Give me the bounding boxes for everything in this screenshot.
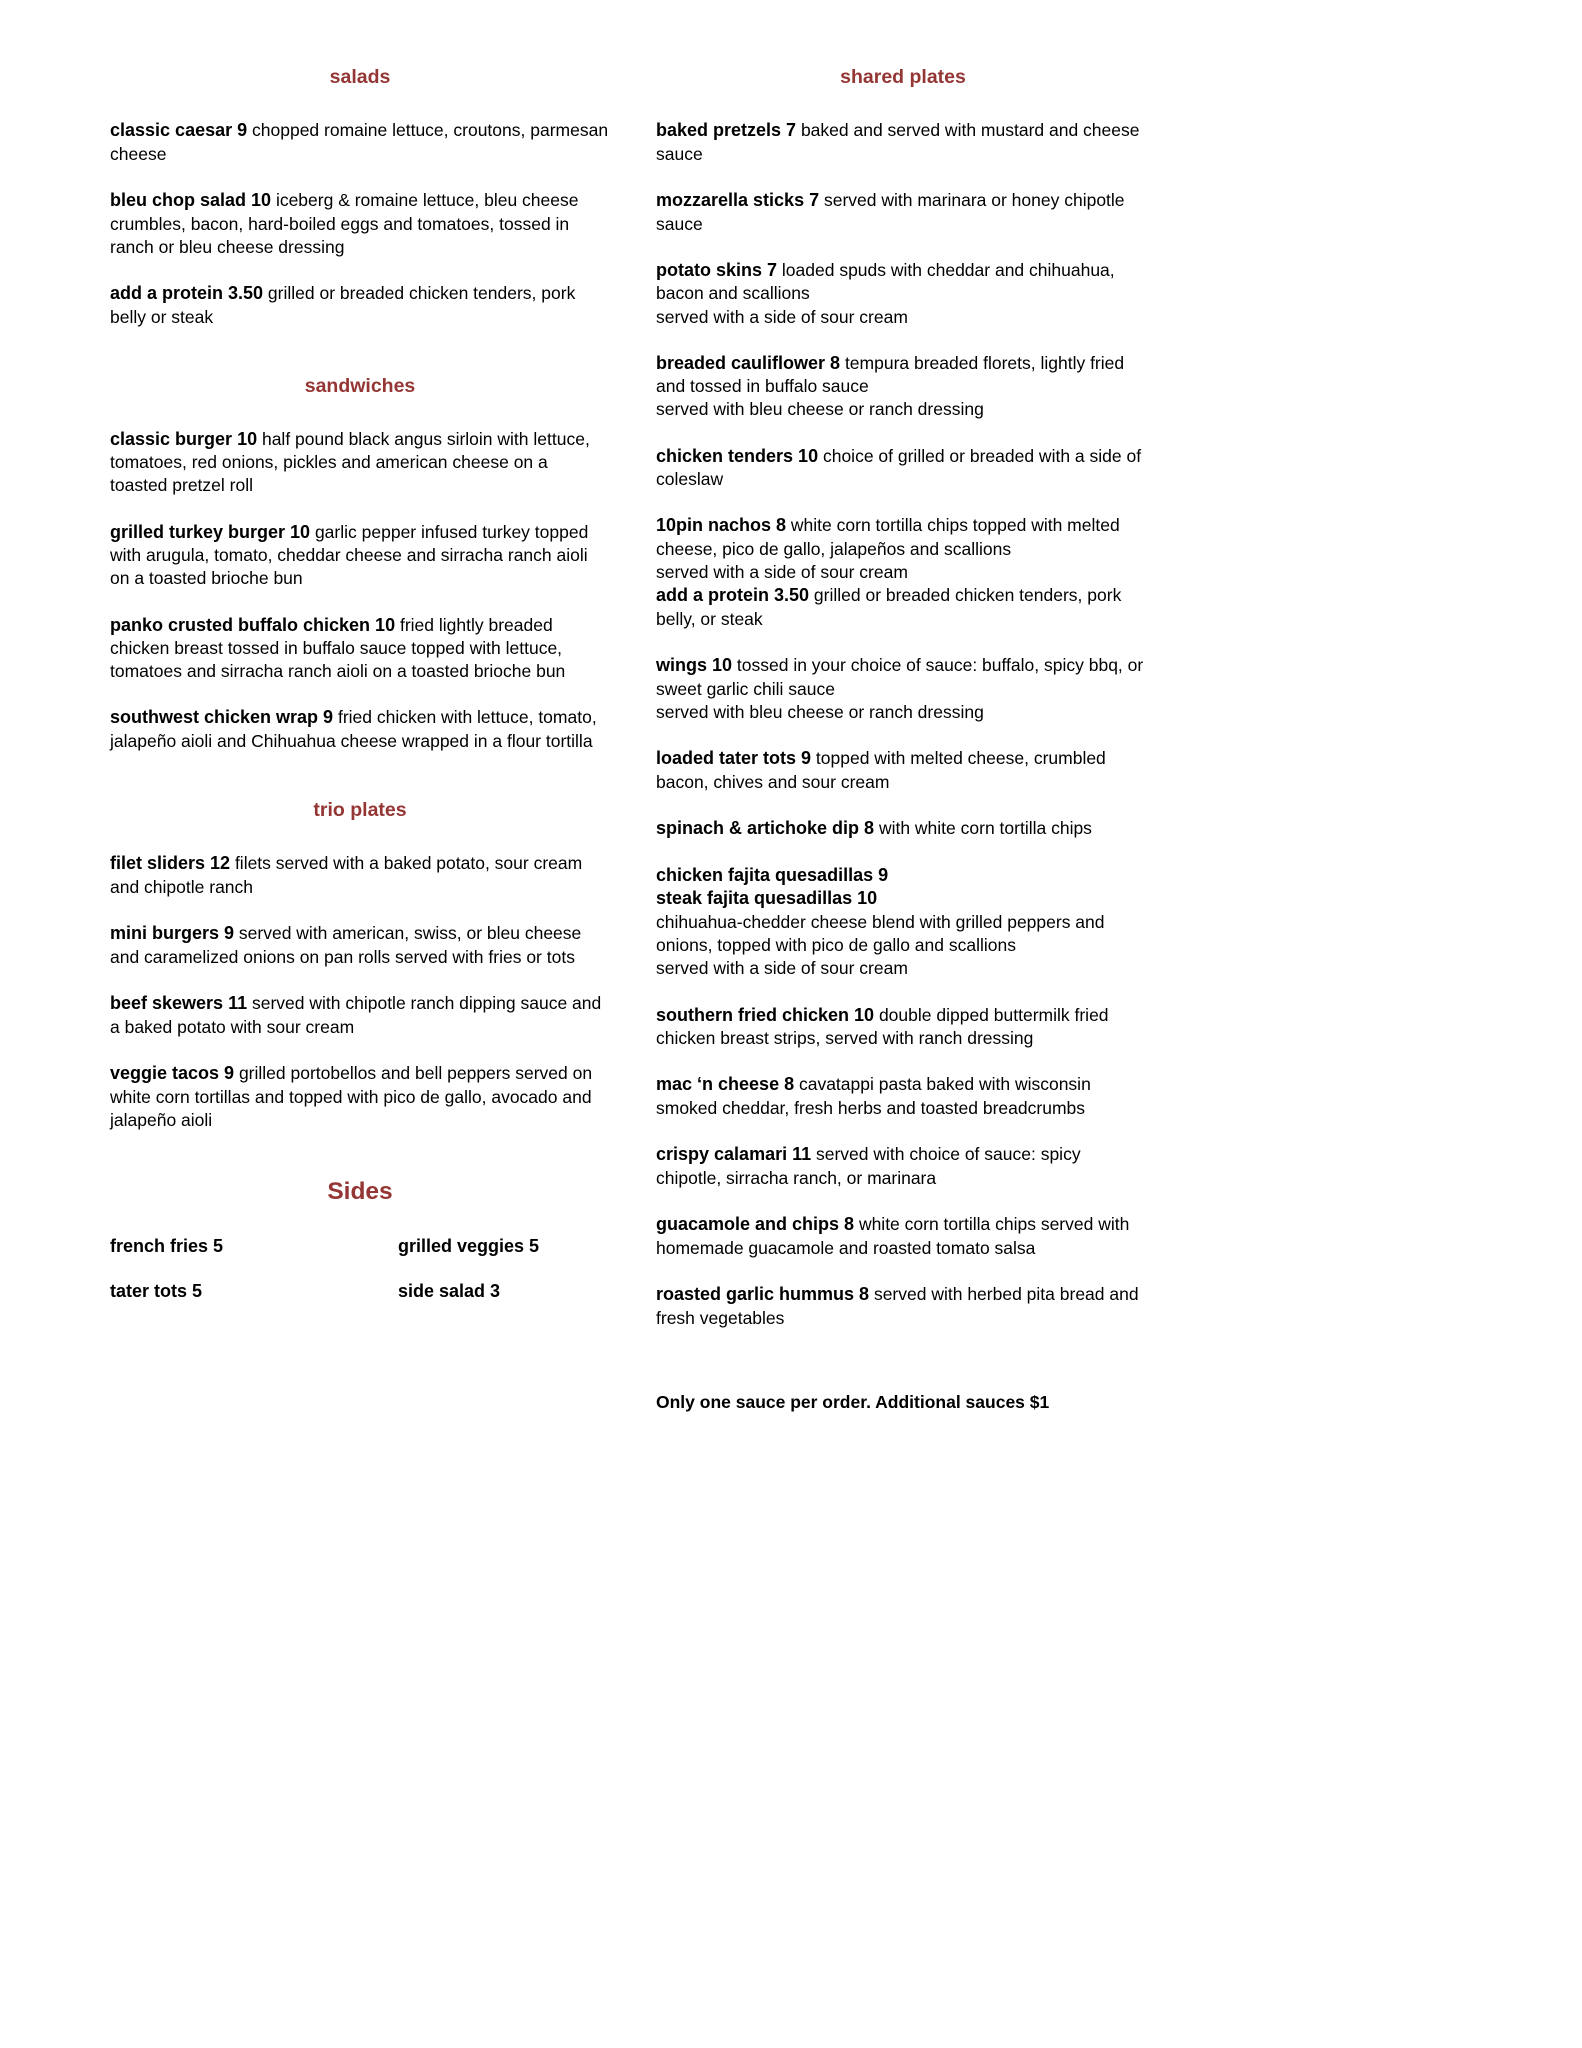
item-desc: loaded spuds with cheddar and chihuahua, bacon and scallions — [656, 259, 1115, 304]
item-name: grilled turkey burger 10 — [110, 521, 311, 542]
menu-column-right — [656, 66, 1150, 2048]
section-sandwiches — [110, 375, 610, 754]
item-desc: served with choice of sauce: spicy chipotle, sirracha ranch, or marinara — [656, 1144, 1081, 1188]
section-shared-plates — [656, 66, 1150, 1330]
item-beef-skewers — [110, 992, 610, 1039]
item-veggie-tacos — [110, 1062, 610, 1132]
item-name: guacamole and chips 8 — [656, 1214, 855, 1235]
item-desc: filets served with a baked potato, sour cream and chipotle ranch — [110, 853, 583, 898]
item-name: roasted garlic hummus 8 — [656, 1283, 870, 1304]
item-note: served with a side of sour cream — [656, 958, 908, 979]
item-desc: grilled or breaded chicken tenders, pork belly or steak — [110, 282, 576, 327]
item-guacamole-and-chips — [656, 1213, 1150, 1260]
item-roasted-garlic-hummus — [656, 1283, 1150, 1330]
item-desc: cavatappi pasta baked with wisconsin smoked cheddar, fresh herbs and toasted breadcrumbs — [656, 1074, 1091, 1119]
section-sides — [110, 1178, 610, 1302]
item-spinach-artichoke-dip — [656, 817, 1150, 841]
item-wings — [656, 654, 1150, 724]
item-bleu-chop-salad — [110, 189, 610, 259]
item-desc: white corn tortilla chips served with homemade guacamole and roasted tomato salsa — [656, 1214, 1130, 1258]
item-mozzarella-sticks — [656, 189, 1150, 236]
item-name: veggie tacos 9 — [110, 1062, 235, 1083]
item-classic-caesar — [110, 119, 610, 166]
section-title-trio-plates: trio plates — [313, 799, 407, 822]
item-potato-skins — [656, 259, 1150, 329]
item-name: classic burger 10 — [110, 428, 258, 449]
item-desc: garlic pepper infused turkey topped with arugula, tomato, cheddar cheese and sirracha ranch aioli on a toasted brioche bun — [110, 521, 589, 589]
item-addon-desc: grilled or breaded chicken tenders, pork belly, or steak — [656, 585, 1122, 630]
item-addon-name: add a protein 3.50 — [656, 585, 810, 606]
item-desc: baked and served with mustard and cheese sauce — [656, 120, 1140, 164]
item-desc: double dipped buttermilk fried chicken breast strips, served with ranch dressing — [656, 1004, 1109, 1049]
item-name: add a protein 3.50 — [110, 282, 264, 303]
item-southern-fried-chicken — [656, 1004, 1150, 1051]
item-name: baked pretzels 7 — [656, 120, 797, 140]
item-name: filet sliders 12 — [110, 853, 231, 874]
section-title-shared-plates: shared plates — [840, 66, 966, 88]
section-title-sides: Sides — [327, 1177, 393, 1205]
item-desc: served with herbed pita bread and fresh vegetables — [656, 1283, 1139, 1328]
item-name: mini burgers 9 — [110, 923, 235, 944]
item-classic-burger — [110, 428, 610, 498]
item-note: served with bleu cheese or ranch dressing — [656, 399, 984, 420]
item-mini-burgers — [110, 922, 610, 969]
item-side-salad: side salad 3 — [398, 1280, 501, 1301]
item-name: wings 10 — [656, 655, 733, 676]
item-name: panko crusted buffalo chicken 10 — [110, 614, 396, 635]
item-chicken-tenders — [656, 445, 1150, 492]
item-desc: chopped romaine lettuce, croutons, parmesan cheese — [110, 120, 609, 164]
item-desc: served with chipotle ranch dipping sauce and a baked potato with sour cream — [110, 992, 602, 1037]
section-salads — [110, 66, 610, 329]
item-name: spinach & artichoke dip 8 — [656, 817, 875, 838]
section-trio-plates — [110, 799, 610, 1131]
item-baked-pretzels — [656, 119, 1150, 166]
item-desc: choice of grilled or breaded with a side of coleslaw — [656, 445, 1142, 490]
item-note: served with a side of sour cream — [656, 562, 908, 583]
section-title-sandwiches: sandwiches — [304, 374, 416, 397]
item-mac-n-cheese — [656, 1073, 1150, 1120]
item-name: 10pin nachos 8 — [656, 515, 787, 536]
item-tater-tots: tater tots 5 — [110, 1280, 203, 1301]
item-name: southern fried chicken 10 — [656, 1004, 875, 1025]
item-french-fries: french fries 5 — [110, 1235, 224, 1256]
item-desc: chihuahua-chedder cheese blend with grilled peppers and onions, topped with pico de gallo and scallions — [656, 912, 1105, 956]
item-loaded-tater-tots — [656, 747, 1150, 794]
item-name: potato skins 7 — [656, 259, 778, 280]
item-desc: fried chicken with lettuce, tomato, jalapeño aioli and Chihuahua cheese wrapped in a flour tortilla — [110, 707, 597, 752]
item-name: loaded tater tots 9 — [656, 748, 812, 769]
sides-grid — [110, 1236, 610, 1302]
item-name-2: steak fajita quesadillas 10 — [656, 888, 878, 909]
item-desc: served with marinara or honey chipotle sauce — [656, 189, 1125, 234]
item-fajita-quesadillas — [656, 864, 1150, 981]
item-add-a-protein-salads — [110, 282, 610, 329]
item-desc: half pound black angus sirloin with lettuce, tomatoes, red onions, pickles and american cheese on a toasted pretzel roll — [110, 428, 590, 496]
item-name: breaded cauliflower 8 — [656, 352, 841, 373]
item-name: bleu chop salad 10 — [110, 189, 272, 210]
item-filet-sliders — [110, 852, 610, 899]
sauce-policy-note: Only one sauce per order. Additional sauces $1 — [656, 1391, 1050, 1412]
item-desc: fried lightly breaded chicken breast tossed in buffalo sauce topped with lettuce, tomatoes and sirracha ranch aioli on a toasted brioche bun — [110, 614, 566, 682]
item-breaded-cauliflower — [656, 352, 1150, 422]
item-name: southwest chicken wrap 9 — [110, 707, 334, 728]
item-crispy-calamari — [656, 1143, 1150, 1190]
item-southwest-chicken-wrap — [110, 706, 610, 753]
item-grilled-turkey-burger — [110, 521, 610, 591]
item-name: classic caesar 9 — [110, 120, 248, 140]
item-name: mozzarella sticks 7 — [656, 189, 820, 210]
item-desc: tempura breaded florets, lightly fried and tossed in buffalo sauce — [656, 352, 1125, 397]
item-10pin-nachos — [656, 514, 1150, 631]
item-desc: white corn tortilla chips topped with melted cheese, pico de gallo, jalapeños and scallions — [656, 515, 1120, 560]
item-name: mac ‘n cheese 8 — [656, 1074, 795, 1095]
item-note: served with bleu cheese or ranch dressing — [656, 702, 984, 723]
menu-column-left — [110, 66, 610, 2048]
item-note: served with a side of sour cream — [656, 306, 908, 327]
item-name: chicken tenders 10 — [656, 445, 819, 466]
item-desc: with white corn tortilla chips — [878, 817, 1092, 838]
item-desc: served with american, swiss, or bleu cheese and caramelized onions on pan rolls served with fries or tots — [110, 923, 582, 967]
item-desc: grilled portobellos and bell peppers served on white corn tortillas and topped with pico de gallo, avocado and jalapeño aioli — [110, 1062, 593, 1130]
item-panko-crusted-buffalo-chicken — [110, 614, 610, 684]
item-desc: topped with melted cheese, crumbled bacon, chives and sour cream — [656, 748, 1106, 792]
item-desc: iceberg & romaine lettuce, bleu cheese crumbles, bacon, hard-boiled eggs and tomatoes, tossed in ranch or bleu cheese dressing — [110, 189, 579, 257]
section-title-salads: salads — [329, 66, 391, 88]
item-name: crispy calamari 11 — [656, 1144, 812, 1165]
item-name: beef skewers 11 — [110, 992, 248, 1013]
item-name: chicken fajita quesadillas 9 — [656, 864, 889, 885]
item-desc: tossed in your choice of sauce: buffalo, spicy bbq, or sweet garlic chili sauce — [656, 655, 1144, 699]
item-grilled-veggies: grilled veggies 5 — [398, 1235, 540, 1256]
